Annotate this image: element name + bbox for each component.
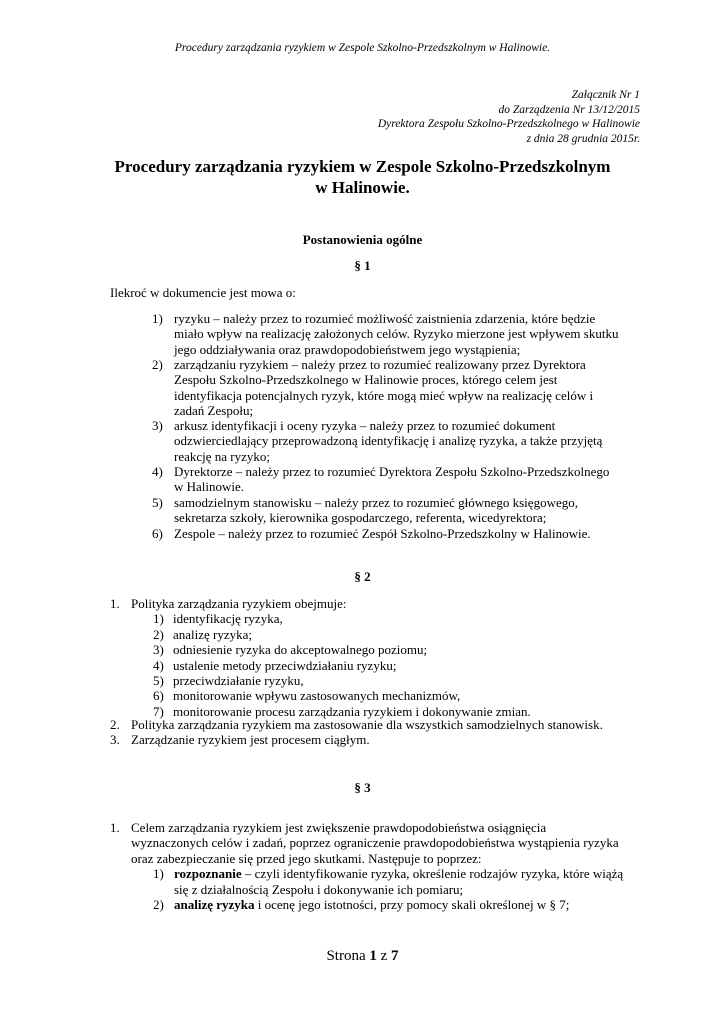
list-item: ustalenie metody przeciwdziałaniu ryzyku; — [173, 657, 397, 673]
list-number: 1) — [153, 611, 164, 627]
list-item-line: rozpoznanie – czyli identyfikowanie ryzyka, określenie rodzajów ryzyka, które wiążą — [174, 866, 624, 882]
list-number: 1) — [152, 311, 163, 326]
list-item-line: odzwierciedlający przeprowadzoną identyfikację i analizę ryzyka, a także przyjętą — [174, 433, 603, 449]
list-item: przeciwdziałanie ryzyku, — [173, 673, 304, 688]
list-number: 6) — [153, 688, 164, 704]
list-item-line: arkusz identyfikacji i oceny ryzyka – należy przez to rozumieć dokument — [174, 418, 556, 433]
title-line: w Halinowie. — [315, 178, 410, 197]
list-item-line: w Halinowie. — [174, 479, 245, 495]
list-number: 4) — [153, 657, 164, 673]
section-heading: Postanowienia ogólne — [302, 232, 423, 247]
page-total: 7 — [391, 948, 399, 964]
list-item-line: jego oddziaływania oraz prawdopodobieństwem jego wystąpienia; — [174, 341, 521, 357]
page-header: Procedury zarządzania ryzykiem w Zespole Szkolno-Przedszkolnym w Halinowie. — [174, 42, 551, 54]
list-number: 1. — [110, 820, 120, 835]
list-item: identyfikację ryzyka, — [173, 611, 283, 627]
list-item-line: Zespołu Szkolno-Przedszkolnego w Halinowie proces, którego celem jest — [174, 372, 558, 388]
footer-text: Strona — [326, 948, 370, 964]
paragraph-sign: § 3 — [354, 780, 371, 795]
annex-line: z dnia 28 grudnia 2015r. — [526, 132, 640, 145]
list-item: Zarządzanie ryzykiem jest procesem ciągłym. — [131, 732, 370, 748]
list-item: odniesienie ryzyka do akceptowalnego poziomu; — [173, 642, 428, 658]
list-number: 1. — [110, 596, 120, 611]
document-title — [60, 156, 665, 198]
list-item-line: się z działalnością Zespołu i dokonywanie ich pomiaru; — [174, 881, 464, 897]
annex-line: Załącznik Nr 1 — [571, 89, 640, 101]
title-line: Procedury zarządzania ryzykiem w Zespole Szkolno-Przedszkolnym — [114, 157, 611, 176]
list-number: 2) — [152, 357, 163, 372]
list-item-line: reakcję na ryzyko; — [174, 448, 271, 464]
list-item-line: Celem zarządzania ryzykiem jest zwiększenie prawdopodobieństwa osiągnięcia — [131, 820, 547, 835]
list-item-line: zadań Zespołu; — [174, 403, 254, 419]
list-item-line: Dyrektorze – należy przez to rozumieć Dyrektora Zespołu Szkolno-Przedszkolnego — [174, 464, 610, 479]
annex-line: Dyrektora Zespołu Szkolno-Przedszkolnego w Halinowie — [377, 118, 640, 130]
paragraph-sign: § 2 — [354, 569, 371, 584]
list-item: Polityka zarządzania ryzykiem obejmuje: — [131, 596, 347, 611]
list-number: 5) — [153, 673, 164, 688]
list-item-line: Zespole – należy przez to rozumieć Zespół Szkolno-Przedszkolny w Halinowie. — [174, 526, 591, 541]
list-item-line: analizę ryzyka i ocenę jego istotności, przy pomocy skali określonej w § 7; — [174, 897, 570, 912]
list-number: 5) — [152, 495, 163, 510]
page-number: 1 — [369, 948, 377, 964]
intro-text: Ilekroć w dokumencie jest mowa o: — [110, 285, 296, 300]
annex-block — [378, 88, 640, 146]
list-item-line: miało wpływ na realizację założonych celów. Ryzyko mierzone jest wpływem skutku — [174, 326, 619, 342]
list-number: 2) — [153, 626, 164, 642]
list-number: 7) — [153, 703, 164, 719]
list-item-line: oraz zabezpieczanie się przed jego skutkami. Następuje to poprzez: — [131, 850, 482, 866]
list-number: 2. — [110, 717, 120, 732]
page-footer — [0, 948, 725, 965]
list-item-line: sekretarza szkoły, kierownika gospodarczego, referenta, wicedyrektora; — [174, 510, 547, 526]
list-item: Polityka zarządzania ryzykiem ma zastosowanie dla wszystkich samodzielnych stanowisk. — [131, 717, 603, 732]
bold-term: analizę ryzyka — [174, 897, 255, 912]
list-item: monitorowanie procesu zarządzania ryzykiem i dokonywanie zmian. — [173, 703, 531, 719]
paragraph-sign: § 1 — [354, 258, 371, 273]
footer-text: z — [376, 948, 392, 964]
list-number: 6) — [152, 526, 163, 541]
list-item-line: identyfikacja potencjalnych ryzyk, które mogą mieć wpływ na realizację celów i — [174, 387, 594, 403]
list-number: 1) — [153, 866, 164, 882]
list-item-line: wyznaczonych celów i zadań, poprzez ograniczenie prawdopodobieństwa wystąpienia ryzyka — [131, 835, 619, 851]
list-item: monitorowanie wpływu zastosowanych mechanizmów, — [173, 688, 461, 704]
list-number: 3) — [153, 642, 164, 658]
annex-line: do Zarządzenia Nr 13/12/2015 — [498, 103, 640, 116]
list-number: 2) — [153, 897, 164, 912]
list-item-line: zarządzaniu ryzykiem – należy przez to rozumieć realizowany przez Dyrektora — [174, 357, 586, 372]
list-item-line: samodzielnym stanowisku – należy przez to rozumieć głównego księgowego, — [174, 495, 578, 510]
list-number: 3. — [110, 732, 120, 748]
list-number: 3) — [152, 418, 163, 433]
list-item-line: ryzyku – należy przez to rozumieć możliwość zaistnienia zdarzenia, które będzie — [174, 311, 596, 326]
list-number: 4) — [152, 464, 163, 479]
bold-term: rozpoznanie — [174, 866, 242, 882]
list-item: analizę ryzyka; — [173, 626, 253, 642]
